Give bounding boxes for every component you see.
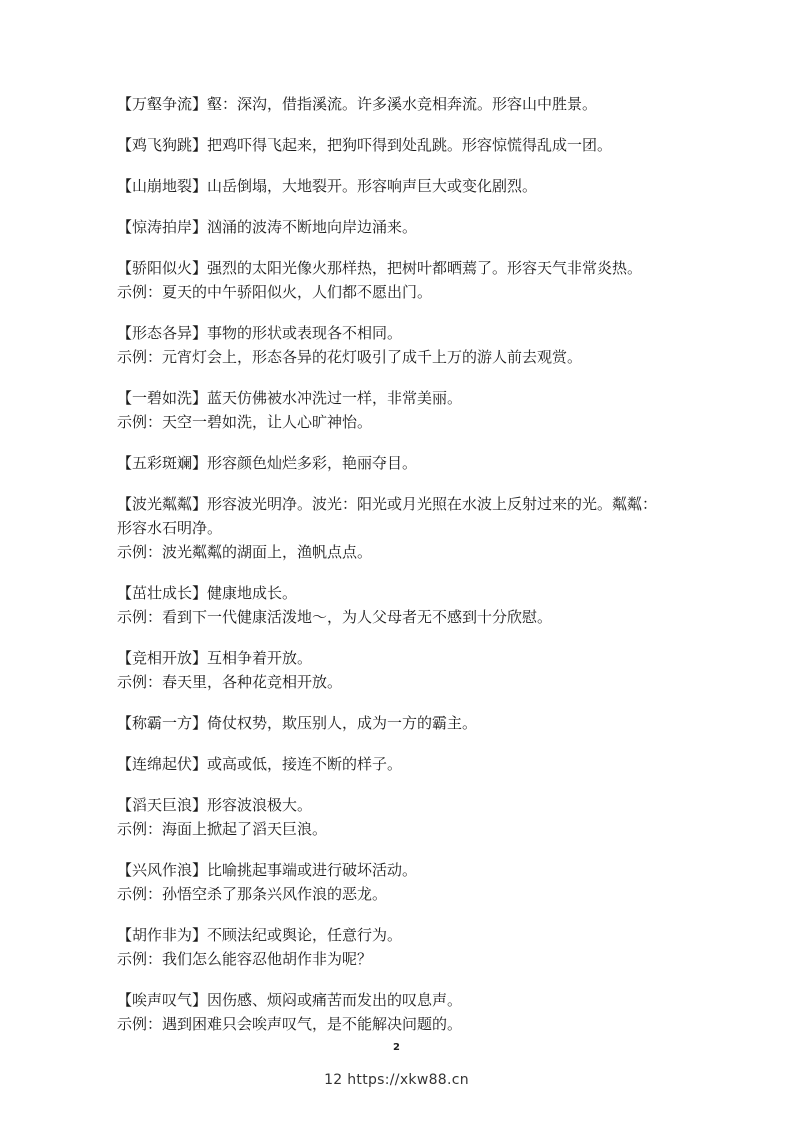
idiom-definition: 【连绵起伏】或高或低，接连不断的样子。 <box>117 755 403 773</box>
site-footer-url: 12 https://xkw88.cn <box>324 1072 469 1088</box>
page-number: 2 <box>393 1042 400 1053</box>
idiom-line: 示例：天空一碧如洗，让人心旷神怡。 <box>117 413 373 431</box>
idiom-line: 形容水石明净。 <box>117 519 223 537</box>
idiom-definition: 【惊涛拍岸】汹涌的波涛不断地向岸边涌来。 <box>117 218 418 236</box>
idiom-definition: 【山崩地裂】山岳倒塌，大地裂开。形容响声巨大或变化剧烈。 <box>117 177 538 195</box>
idiom-definition: 【竞相开放】互相争着开放。 <box>117 649 313 667</box>
idiom-entry <box>117 646 757 694</box>
idiom-entry <box>117 92 757 116</box>
idiom-definition: 【兴风作浪】比喻挑起事端或进行破坏活动。 <box>117 861 418 879</box>
idiom-entry <box>117 923 757 971</box>
idiom-definition: 【五彩斑斓】形容颜色灿烂多彩，艳丽夺目。 <box>117 454 418 472</box>
idiom-definition: 【一碧如洗】蓝天仿佛被水冲洗过一样，非常美丽。 <box>117 389 463 407</box>
idiom-entry <box>117 215 757 239</box>
idiom-entry <box>117 133 757 157</box>
idiom-entry <box>117 752 757 776</box>
idiom-definition: 【波光粼粼】形容波光明净。波光：阳光或月光照在水波上反射过来的光。粼粼： <box>117 495 658 513</box>
idiom-entry <box>117 988 757 1036</box>
idiom-entry <box>117 321 757 369</box>
idiom-definition: 【称霸一方】倚仗权势，欺压别人，成为一方的霸主。 <box>117 714 478 732</box>
idiom-entry <box>117 256 757 304</box>
idiom-line: 示例：孙悟空杀了那条兴风作浪的恶龙。 <box>117 885 388 903</box>
idiom-definition: 【唉声叹气】因伤感、烦闷或痛苦而发出的叹息声。 <box>117 991 463 1009</box>
idiom-definition: 【胡作非为】不顾法纪或舆论，任意行为。 <box>117 926 403 944</box>
idiom-entry <box>117 711 757 735</box>
idiom-entry <box>117 858 757 906</box>
idiom-entry <box>117 386 757 434</box>
idiom-entry <box>117 174 757 198</box>
idiom-line: 示例：春天里，各种花竞相开放。 <box>117 673 343 691</box>
idiom-entry <box>117 793 757 841</box>
idiom-definition: 【滔天巨浪】形容波浪极大。 <box>117 796 313 814</box>
idiom-line: 示例：看到下一代健康活泼地～，为人父母者无不感到十分欣慰。 <box>117 608 553 626</box>
idiom-line: 示例：海面上掀起了滔天巨浪。 <box>117 820 328 838</box>
idiom-entry <box>117 451 757 475</box>
idiom-line: 示例：夏天的中午骄阳似火，人们都不愿出门。 <box>117 283 433 301</box>
idiom-definition: 【骄阳似火】强烈的太阳光像火那样热，把树叶都晒蔫了。形容天气非常炎热。 <box>117 259 643 277</box>
idiom-definition: 【鸡飞狗跳】把鸡吓得飞起来，把狗吓得到处乱跳。形容惊慌得乱成一团。 <box>117 136 613 154</box>
idiom-definition: 【茁壮成长】健康地成长。 <box>117 584 298 602</box>
idiom-line: 示例：遇到困难只会唉声叹气，是不能解决问题的。 <box>117 1015 463 1033</box>
idiom-entry <box>117 581 757 629</box>
idiom-line: 示例：我们怎么能容忍他胡作非为呢？ <box>117 950 373 968</box>
idiom-line: 示例：波光粼粼的湖面上，渔帆点点。 <box>117 543 373 561</box>
idiom-line: 示例：元宵灯会上，形态各异的花灯吸引了成千上万的游人前去观赏。 <box>117 348 583 366</box>
idiom-definition: 【万壑争流】壑：深沟，借指溪流。许多溪水竞相奔流。形容山中胜景。 <box>117 95 598 113</box>
document-body <box>117 92 757 1053</box>
idiom-definition: 【形态各异】事物的形状或表现各不相同。 <box>117 324 403 342</box>
idiom-entry <box>117 492 757 564</box>
